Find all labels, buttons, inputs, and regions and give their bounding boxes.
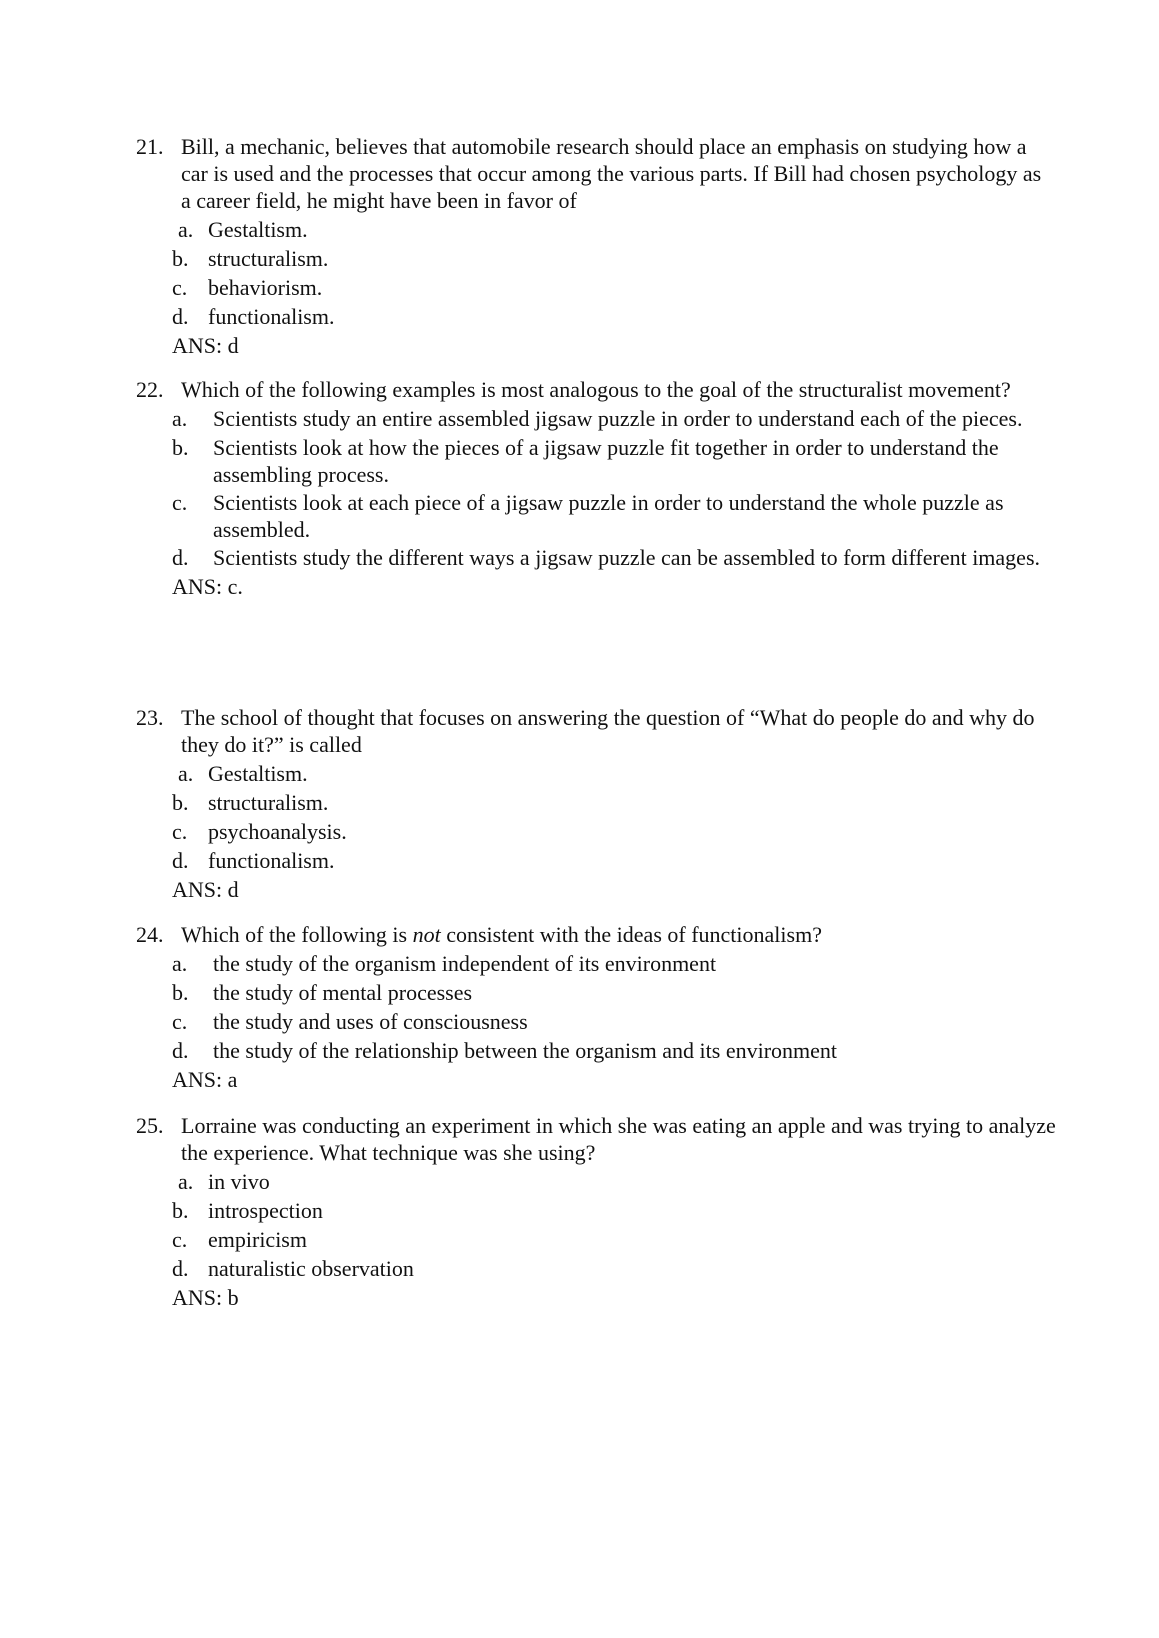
choice-letter: c. — [172, 1227, 188, 1252]
choice-b — [136, 245, 1056, 273]
choice-list — [136, 1168, 1056, 1283]
choice-letter: a. — [178, 217, 194, 242]
question-stem — [136, 133, 1056, 214]
question-21 — [136, 133, 1056, 359]
question-23 — [136, 704, 1056, 903]
choice-list — [136, 950, 1056, 1065]
choice-d — [136, 847, 1056, 875]
choice-text: the study of the relationship between the organism and its environment — [213, 1038, 838, 1063]
choice-b — [136, 979, 1056, 1007]
choice-letter: d. — [172, 545, 189, 570]
choice-d — [136, 303, 1056, 331]
question-number: 25. — [136, 1113, 164, 1138]
question-text-after: consistent with the ideas of functionalism? — [440, 922, 822, 947]
choice-b — [136, 789, 1056, 817]
choice-c — [136, 1008, 1056, 1036]
choice-text: in vivo — [208, 1169, 270, 1194]
choice-letter: a. — [172, 406, 188, 431]
question-number: 21. — [136, 134, 164, 159]
choice-letter: c. — [172, 1009, 188, 1034]
choice-letter: b. — [172, 980, 189, 1005]
question-number: 23. — [136, 705, 164, 730]
choice-d — [136, 1037, 1056, 1065]
choice-d — [136, 1255, 1056, 1283]
choice-text: introspection — [208, 1198, 323, 1223]
question-stem — [136, 704, 1056, 758]
answer-key: ANS: d — [172, 333, 239, 358]
choice-text: structuralism. — [208, 246, 329, 271]
choice-letter: c. — [172, 490, 188, 515]
choice-a — [136, 216, 1056, 244]
choice-list — [136, 405, 1056, 572]
choice-text: empiricism — [208, 1227, 307, 1252]
question-text: Which of the following examples is most analogous to the goal of the structuralist movement? — [181, 377, 1011, 402]
choice-letter: d. — [172, 1256, 189, 1281]
choice-c — [136, 489, 1056, 543]
choice-c — [136, 274, 1056, 302]
choice-letter: b. — [172, 246, 189, 271]
choice-text: the study and uses of consciousness — [213, 1009, 528, 1034]
choice-text: Gestaltism. — [208, 761, 308, 786]
choice-letter: d. — [172, 848, 189, 873]
choice-b — [136, 434, 1056, 488]
choice-list — [136, 216, 1056, 331]
choice-letter: d. — [172, 304, 189, 329]
choice-text: the study of mental processes — [213, 980, 473, 1005]
question-25 — [136, 1112, 1056, 1311]
choice-text: naturalistic observation — [208, 1256, 414, 1281]
choice-text: structuralism. — [208, 790, 329, 815]
question-text: Lorraine was conducting an experiment in which she was eating an apple and was trying to analyze the experience. What technique was she using? — [181, 1113, 1056, 1165]
choice-c — [136, 818, 1056, 846]
choice-letter: d. — [172, 1038, 189, 1063]
choice-a — [136, 1168, 1056, 1196]
answer-key: ANS: d — [172, 877, 239, 902]
question-text: Bill, a mechanic, believes that automobile research should place an emphasis on studying how a car is used and the processes that occur among the various parts. If Bill had chosen psychology as a career field, he might have been in favor of — [181, 134, 1042, 213]
choice-list — [136, 760, 1056, 875]
question-stem — [136, 921, 1056, 948]
choice-a — [136, 760, 1056, 788]
choice-text: Scientists study an entire assembled jigsaw puzzle in order to understand each of the pieces. — [213, 406, 1023, 431]
choice-text: the study of the organism independent of its environment — [213, 951, 717, 976]
question-stem — [136, 1112, 1056, 1166]
answer-key: ANS: c. — [172, 574, 243, 599]
choice-text: Scientists look at each piece of a jigsaw puzzle in order to understand the whole puzzle as assembled. — [213, 490, 1004, 542]
choice-text: behaviorism. — [208, 275, 323, 300]
choice-text: Gestaltism. — [208, 217, 308, 242]
choice-letter: b. — [172, 790, 189, 815]
question-text: The school of thought that focuses on answering the question of “What do people do and why do they do it?” is called — [181, 705, 1035, 757]
choice-letter: c. — [172, 275, 188, 300]
choice-letter: a. — [178, 761, 194, 786]
choice-letter: a. — [172, 951, 188, 976]
question-stem — [136, 376, 1056, 403]
choice-letter: b. — [172, 435, 189, 460]
choice-letter: b. — [172, 1198, 189, 1223]
choice-b — [136, 1197, 1056, 1225]
choice-d — [136, 544, 1056, 572]
choice-a — [136, 405, 1056, 433]
choice-text: psychoanalysis. — [208, 819, 347, 844]
choice-c — [136, 1226, 1056, 1254]
question-22 — [136, 376, 1056, 600]
question-text-emphasis: not — [412, 922, 441, 947]
question-24 — [136, 921, 1056, 1093]
question-number: 24. — [136, 922, 164, 947]
choice-text: functionalism. — [208, 848, 335, 873]
choice-letter: a. — [178, 1169, 194, 1194]
question-number: 22. — [136, 377, 164, 402]
choice-text: functionalism. — [208, 304, 335, 329]
choice-a — [136, 950, 1056, 978]
choice-letter: c. — [172, 819, 188, 844]
answer-key: ANS: b — [172, 1285, 239, 1310]
question-text-before: Which of the following is — [181, 922, 413, 947]
choice-text: Scientists study the different ways a jigsaw puzzle can be assembled to form different images. — [213, 545, 1041, 570]
answer-key: ANS: a — [172, 1067, 238, 1092]
choice-text: Scientists look at how the pieces of a jigsaw puzzle fit together in order to understand the assembling process. — [213, 435, 999, 487]
